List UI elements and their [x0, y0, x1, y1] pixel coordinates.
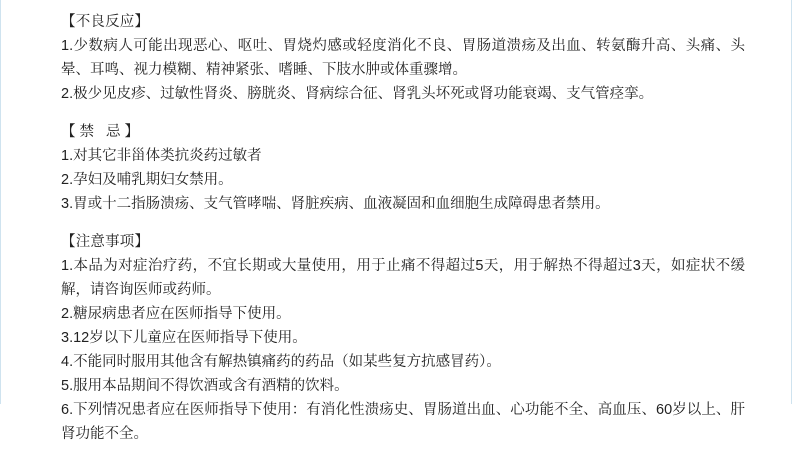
section-adverse-reactions [61, 10, 745, 106]
paragraph: 4.不能同时服用其他含有解热镇痛药的药品（如某些复方抗感冒药）。 [61, 354, 501, 370]
paragraph: 2.糖尿病患者应在医师指导下使用。 [61, 306, 291, 322]
paragraph: 2.孕妇及哺乳期妇女禁用。 [61, 172, 233, 188]
paragraph: 1.少数病人可能出现恶心、呕吐、胃烧灼感或轻度消化不良、胃肠道溃疡及出血、转氨酶升高、头痛、头晕、耳鸣、视力模糊、精神紧张、嗜睡、下肢水肿或体重骤增。 [61, 38, 745, 78]
paragraph: 5.服用本品期间不得饮酒或含有酒精的饮料。 [61, 378, 349, 394]
document-content [1, 0, 791, 456]
section-contraindications [61, 120, 745, 216]
paragraph: 1.本品为对症治疗药，不宜长期或大量使用，用于止痛不得超过5天，用于解热不得超过3天，如症状不缓解，请咨询医师或药师。 [61, 258, 745, 298]
paragraph: 6.下列情况患者应在医师指导下使用：有消化性溃疡史、胃肠道出血、心功能不全、高血压、60岁以上、肝肾功能不全。 [61, 402, 745, 442]
section-heading: 【注意事项】 [61, 234, 150, 250]
section-precautions [61, 230, 745, 446]
section-heading: 【禁 忌】 [61, 124, 144, 140]
paragraph: 1.对其它非甾体类抗炎药过敏者 [61, 148, 262, 164]
paragraph: 3.胃或十二指肠溃疡、支气管哮喘、肾脏疾病、血液凝固和血细胞生成障碍患者禁用。 [61, 196, 610, 212]
paragraph: 3.12岁以下儿童应在医师指导下使用。 [61, 330, 307, 346]
paragraph: 2.极少见皮疹、过敏性肾炎、膀胱炎、肾病综合征、肾乳头坏死或肾功能衰竭、支气管痉挛。 [61, 86, 654, 102]
section-heading: 【不良反应】 [61, 14, 150, 30]
